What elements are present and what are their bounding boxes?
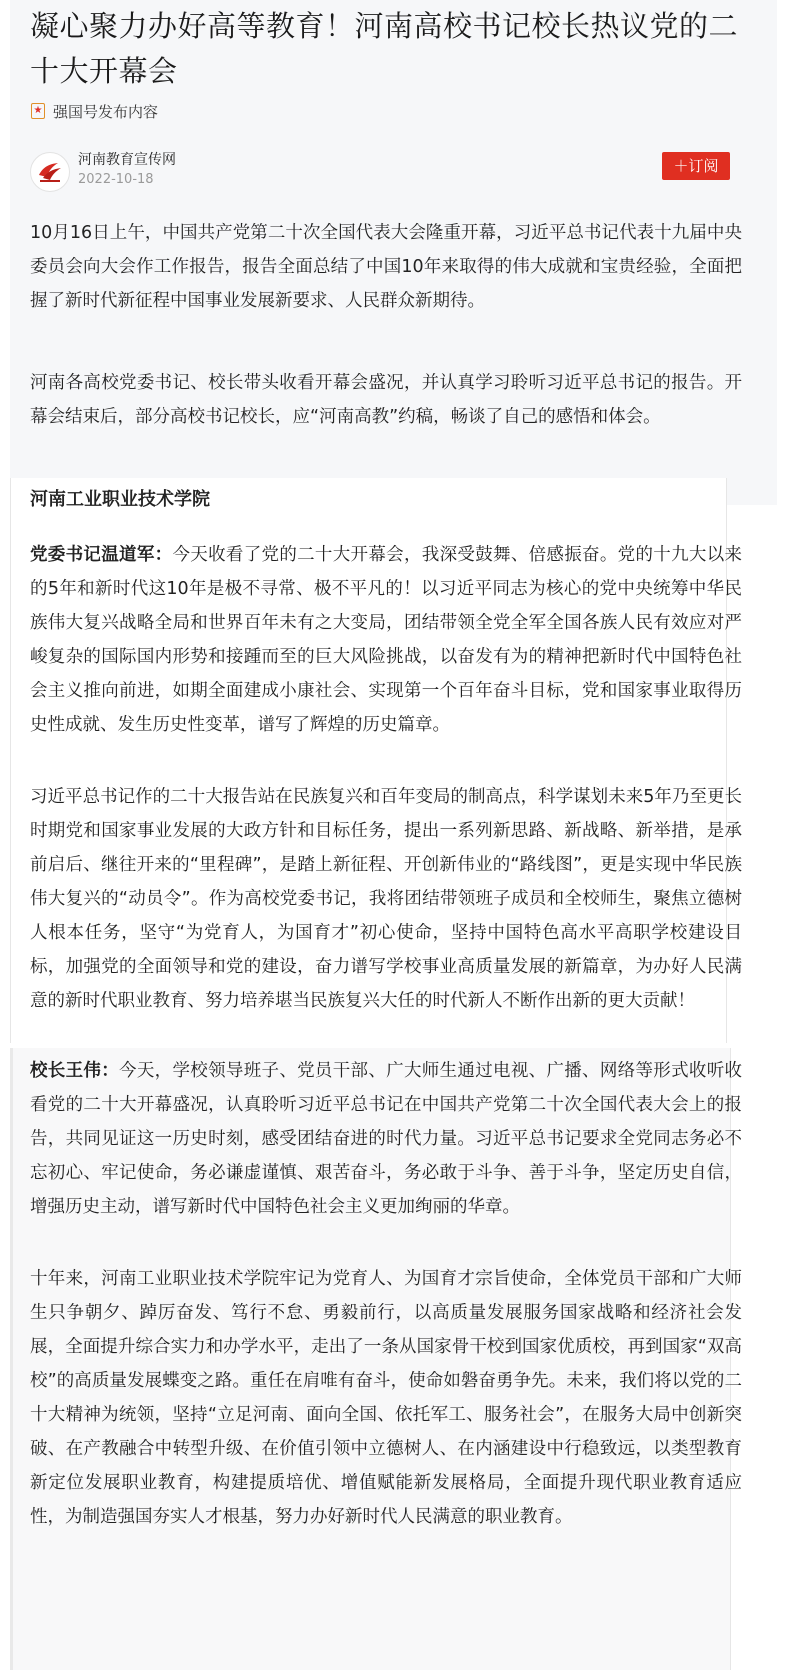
publisher-logo-icon [31,153,69,191]
source-tag-label: 强国号发布内容 [53,102,159,121]
page-title: 凝心聚力办好高等教育！河南高校书记校长热议党的二十大开幕会 [30,9,739,88]
source-tag [31,100,158,122]
subscribe-button[interactable]: ＋订阅 [662,152,730,180]
author-name[interactable]: 河南教育宣传网 [78,152,176,168]
president-paragraph-1 [30,1054,742,1224]
secretary-paragraph-1 [30,538,742,742]
section-heading: 河南工业职业技术学院 [30,489,210,510]
author-row [30,150,765,198]
secretary-paragraph-2: 习近平总书记作的二十大报告站在民族复兴和百年变局的制高点，科学谋划未来5年乃至更长时期党和国家事业发展的大政方针和目标任务，提出一系列新思路、新战略、新举措，是承前启后、继往开来的“里程碑”，是踏上新征程、开创新伟业的“路线图”，更是实现中华民族伟大复兴的“动员令”。作为高校党委书记，我将团结带领班子成员和全校师生，聚焦立德树人根本任务，坚守“为党育人，为国育才”初心使命，坚持中国特色高水平高职学校建设目标，加强党的全面领导和党的建设，奋力谱写学校事业高质量发展的新篇章，为办好人民满意的新时代职业教育、努力培养堪当民族复兴大任的时代新人不断作出新的更大贡献！ [30,787,742,1011]
intro-paragraph-1: 10月16日上午，中国共产党第二十次全国代表大会隆重开幕，习近平总书记代表十九届中央委员会向大会作工作报告，报告全面总结了中国10年来取得的伟大成就和宝贵经验，全面把握了新时代新征程中国事业发展新要求、人民群众新期待。 [30,223,742,311]
president-paragraph-2: 十年来，河南工业职业技术学院牢记为党育人、为国育才宗旨使命，全体党员干部和广大师生只争朝夕、踔厉奋发、笃行不怠、勇毅前行，以高质量发展服务国家战略和经济社会发展，全面提升综合实力和办学水平，走出了一条从国家骨干校到国家优质校，再到国家“双高校”的高质量发展蝶变之路。重任在肩唯有奋斗，使命如磐奋勇争先。未来，我们将以党的二十大精神为统领，坚持“立足河南、面向全国、依托军工、服务社会”，在服务大局中创新突破、在产教融合中转型升级、在价值引领中立德树人、在内涵建设中行稳致远，以类型教育新定位发展职业教育，构建提质培优、增值赋能新发展格局，全面提升现代职业教育适应性，为制造强国夯实人才根基，努力办好新时代人民满意的职业教育。 [30,1269,742,1527]
avatar[interactable] [30,152,70,192]
publish-date: 2022-10-18 [78,172,154,187]
speaker-name-secretary: 党委书记温道军： [30,545,173,565]
speaker-name-president: 校长王伟： [30,1061,120,1081]
secretary-statement: 今天收看了党的二十大开幕会，我深受鼓舞、倍感振奋。党的十九大以来的5年和新时代这10年是极不寻常、极不平凡的！以习近平同志为核心的党中央统筹中华民族伟大复兴战略全局和世界百年未有之大变局，团结带领全党全军全国各族人民有效应对严峻复杂的国际国内形势和接踵而至的巨大风险挑战，以奋发有为的精神把新时代中国特色社会主义推向前进，如期全面建成小康社会、实现第一个百年奋斗目标，党和国家事业取得历史性成就、发生历史性变革，谱写了辉煌的历史篇章。 [30,545,743,735]
president-statement: 今天，学校领导班子、党员干部、广大师生通过电视、广播、网络等形式收听收看党的二十大开幕盛况，认真聆听习近平总书记在中国共产党第二十次全国代表大会上的报告，共同见证这一历史时刻，感受团结奋进的时代力量。习近平总书记要求全党同志务必不忘初心、牢记使命，务必谦虚谨慎、艰苦奋斗，务必敢于斗争、善于斗争，坚定历史自信，增强历史主动，谱写新时代中国特色社会主义更加绚丽的华章。 [30,1061,743,1217]
star-icon: ★ [31,103,45,119]
intro-paragraph-2: 河南各高校党委书记、校长带头收看开幕会盛况，并认真学习聆听习近平总书记的报告。开幕会结束后，部分高校书记校长，应“河南高教”约稿，畅谈了自己的感悟和体会。 [30,373,742,427]
